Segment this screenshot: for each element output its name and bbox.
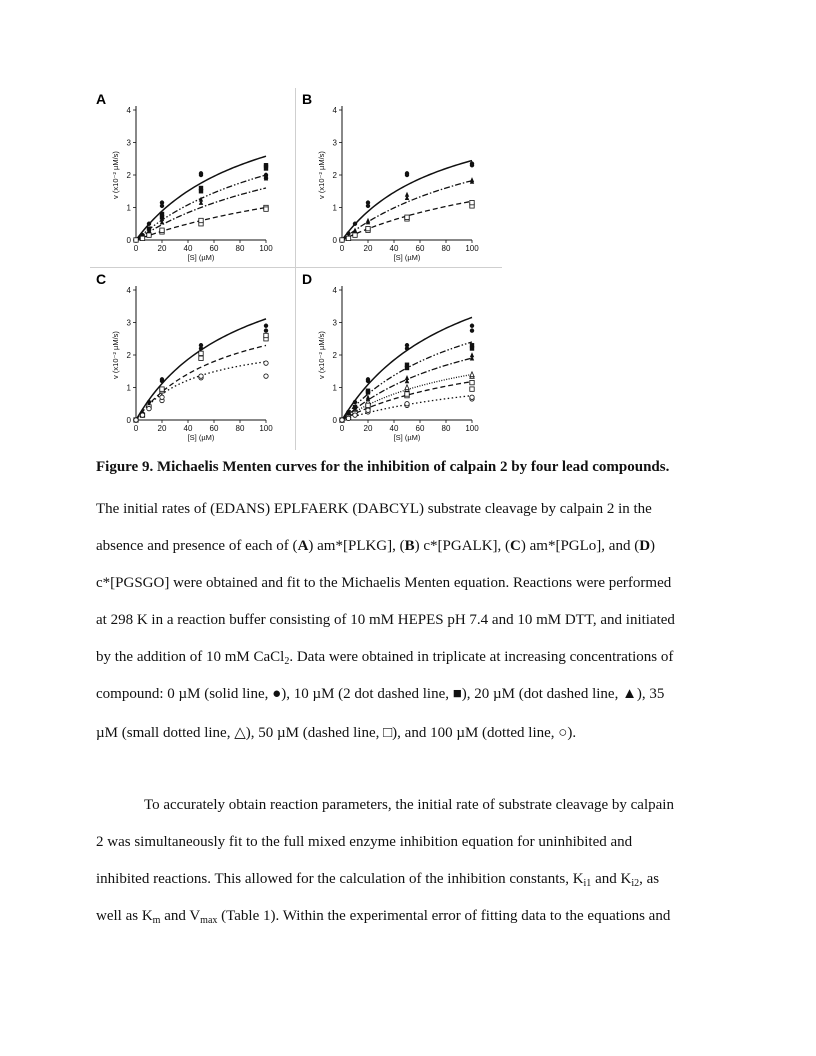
caption-line-3: c*[PGSGO] were obtained and fit to the Michaelis Menten equation. Reactions were performed [96, 575, 672, 591]
data-point [160, 395, 164, 399]
caption-line-6: compound: 0 µM (solid line, ●), 10 µM (2 dot dashed line, ■), 20 µM (dot dashed line, ▲), 35 [96, 686, 665, 702]
panel-letter: B [302, 91, 313, 107]
x-tick-label: 100 [465, 424, 479, 433]
data-point [160, 212, 164, 216]
data-point [470, 387, 474, 391]
body-text: and V [160, 908, 201, 924]
body-text: and K [591, 871, 632, 887]
x-tick-label: 20 [363, 424, 373, 433]
x-tick-label: 100 [259, 244, 273, 253]
data-point [140, 413, 144, 417]
data-point [199, 218, 203, 222]
x-tick-label: 80 [441, 244, 451, 253]
panel-letter: D [302, 271, 313, 287]
body-line-3 [96, 871, 659, 888]
data-point [405, 385, 409, 390]
caption-text: . Data were obtained in triplicate at increasing concentrations of [289, 649, 674, 665]
data-point [405, 215, 409, 219]
y-tick-label: 0 [126, 236, 131, 245]
y-tick-label: 2 [332, 351, 337, 360]
caption-panel-ref: D [639, 538, 651, 554]
chart-panel-b [296, 88, 502, 266]
data-point [199, 186, 203, 190]
y-tick-label: 0 [332, 416, 337, 425]
data-point [470, 328, 474, 332]
x-tick-label: 80 [235, 424, 245, 433]
y-axis-label: v (x10⁻² µM/s) [111, 331, 120, 379]
data-point [405, 343, 409, 347]
data-point [199, 351, 203, 355]
x-axis-label: [S] (µM) [187, 253, 215, 262]
caption-line-4: at 298 K in a reaction buffer consisting of 10 mM HEPES pH 7.4 and 10 mM DTT, and initiated [96, 612, 675, 628]
y-tick-label: 4 [126, 286, 131, 295]
y-tick-label: 4 [332, 286, 337, 295]
data-point [346, 236, 350, 240]
panel-letter: A [96, 91, 107, 107]
data-point [199, 343, 203, 347]
caption-panel-ref: C [510, 538, 521, 554]
data-point [405, 402, 409, 406]
data-point [470, 163, 474, 167]
caption-text: by the addition of 10 mM CaCl [96, 649, 285, 665]
y-tick-label: 0 [332, 236, 337, 245]
caption-line-7: µM (small dotted line, △), 50 µM (dashed line, □), and 100 µM (dotted line, ○). [96, 725, 577, 741]
body-line-2: 2 was simultaneously fit to the full mixed enzyme inhibition equation for uninhibited and [96, 834, 633, 850]
data-point [199, 171, 203, 175]
x-tick-label: 0 [133, 424, 139, 433]
data-point [366, 226, 370, 230]
caption-line-2 [96, 538, 655, 555]
caption-line-5 [96, 649, 673, 666]
x-tick-label: 40 [389, 244, 399, 253]
data-point [470, 346, 474, 350]
y-tick-label: 2 [126, 351, 131, 360]
x-tick-label: 100 [465, 244, 479, 253]
data-point [147, 406, 151, 410]
data-point [160, 377, 164, 381]
caption-panel-ref: B [404, 538, 415, 554]
body-line-1: To accurately obtain reaction parameters, the initial rate of substrate cleavage by calpain [144, 797, 674, 813]
data-point [264, 374, 268, 378]
fit-curve [342, 181, 472, 240]
caption-text: ) am*[PLKG], ( [308, 538, 405, 554]
data-point [340, 418, 344, 422]
data-point [340, 238, 344, 242]
data-point [160, 228, 164, 232]
x-axis-label: [S] (µM) [187, 433, 215, 442]
x-tick-label: 0 [339, 424, 345, 433]
data-point [470, 395, 474, 399]
body-line-4 [96, 908, 670, 925]
data-point [405, 192, 409, 197]
x-tick-label: 20 [157, 244, 167, 253]
x-tick-label: 60 [415, 244, 425, 253]
data-point [470, 380, 474, 384]
caption-text: ) c*[PGALK], ( [414, 538, 511, 554]
caption-text: ) am*[PGLo], and ( [520, 538, 640, 554]
data-point [346, 416, 350, 420]
x-axis-label: [S] (µM) [393, 433, 421, 442]
x-tick-label: 40 [183, 244, 193, 253]
y-tick-label: 3 [332, 318, 337, 328]
fit-curve [136, 188, 266, 240]
data-point [470, 372, 474, 377]
subscript: m [152, 915, 161, 926]
data-point [366, 218, 370, 223]
x-axis-label: [S] (µM) [393, 253, 421, 262]
body-text: inhibited reactions. This allowed for the calculation of the inhibition constants, K [96, 871, 584, 887]
chart-panel-d [296, 268, 502, 446]
x-tick-label: 80 [235, 244, 245, 253]
data-point [470, 324, 474, 328]
data-point [366, 408, 370, 412]
subscript: 2 [284, 656, 290, 667]
x-tick-label: 60 [415, 424, 425, 433]
x-tick-label: 100 [259, 424, 273, 433]
x-tick-label: 60 [209, 424, 219, 433]
caption-text: absence and presence of each of ( [96, 538, 298, 554]
panel-letter: C [96, 271, 107, 287]
x-tick-label: 40 [389, 424, 399, 433]
caption-line-1: The initial rates of (EDANS) EPLFAERK (DABCYL) substrate cleavage by calpain 2 in the [96, 501, 652, 517]
body-text: (Table 1). Within the experimental error of fitting data to the equations and [217, 908, 671, 924]
y-tick-label: 4 [332, 106, 337, 115]
y-tick-label: 1 [126, 383, 131, 393]
subscript: i1 [583, 878, 592, 889]
data-point [140, 236, 144, 240]
x-tick-label: 40 [183, 424, 193, 433]
body-text: , as [639, 871, 660, 887]
caption-text: ) [650, 538, 656, 554]
data-point [353, 222, 357, 226]
data-point [405, 392, 409, 396]
data-point [199, 356, 203, 360]
y-axis-label: v (x10⁻² µM/s) [317, 331, 326, 379]
data-point [160, 387, 164, 391]
figure-9 [90, 88, 502, 450]
data-point [470, 177, 474, 182]
data-point [264, 207, 268, 211]
data-point [366, 403, 370, 407]
data-point [366, 200, 370, 204]
y-tick-label: 2 [332, 171, 337, 180]
y-axis-label: v (x10⁻² µM/s) [111, 151, 120, 199]
caption-panel-ref: A [297, 538, 309, 554]
data-point [353, 228, 357, 233]
data-point [147, 233, 151, 237]
x-tick-label: 0 [339, 244, 345, 253]
y-tick-label: 0 [126, 416, 131, 425]
body-text: well as K [96, 908, 153, 924]
y-tick-label: 3 [126, 138, 131, 148]
data-point [134, 238, 138, 242]
data-point [147, 222, 151, 226]
x-tick-label: 60 [209, 244, 219, 253]
data-point [366, 389, 370, 393]
data-point [470, 200, 474, 204]
data-point [264, 361, 268, 365]
x-tick-label: 80 [441, 424, 451, 433]
x-tick-label: 20 [157, 424, 167, 433]
data-point [264, 324, 268, 328]
data-point [353, 413, 357, 417]
subscript: i2 [631, 878, 640, 889]
data-point [353, 400, 357, 404]
data-point [405, 171, 409, 175]
subscript: max [200, 915, 218, 926]
data-point [264, 163, 268, 167]
y-tick-label: 1 [332, 383, 337, 393]
chart-panel-a [90, 88, 296, 266]
y-tick-label: 1 [332, 203, 337, 213]
x-tick-label: 20 [363, 244, 373, 253]
y-axis-label: v (x10⁻² µM/s) [317, 151, 326, 199]
data-point [353, 233, 357, 237]
data-point [405, 363, 409, 367]
data-point [199, 374, 203, 378]
chart-panel-c [90, 268, 296, 446]
x-tick-label: 0 [133, 244, 139, 253]
y-tick-label: 3 [126, 318, 131, 328]
fit-curve [136, 319, 266, 420]
data-point [366, 377, 370, 381]
y-tick-label: 2 [126, 171, 131, 180]
data-point [264, 328, 268, 332]
data-point [160, 200, 164, 204]
figure-caption-title: Figure 9. Michaelis Menten curves for the inhibition of calpain 2 by four lead compounds. [96, 459, 670, 475]
y-tick-label: 3 [332, 138, 337, 148]
data-point [264, 333, 268, 337]
data-point [405, 375, 409, 380]
data-point [134, 418, 138, 422]
y-tick-label: 1 [126, 203, 131, 213]
y-tick-label: 4 [126, 106, 131, 115]
